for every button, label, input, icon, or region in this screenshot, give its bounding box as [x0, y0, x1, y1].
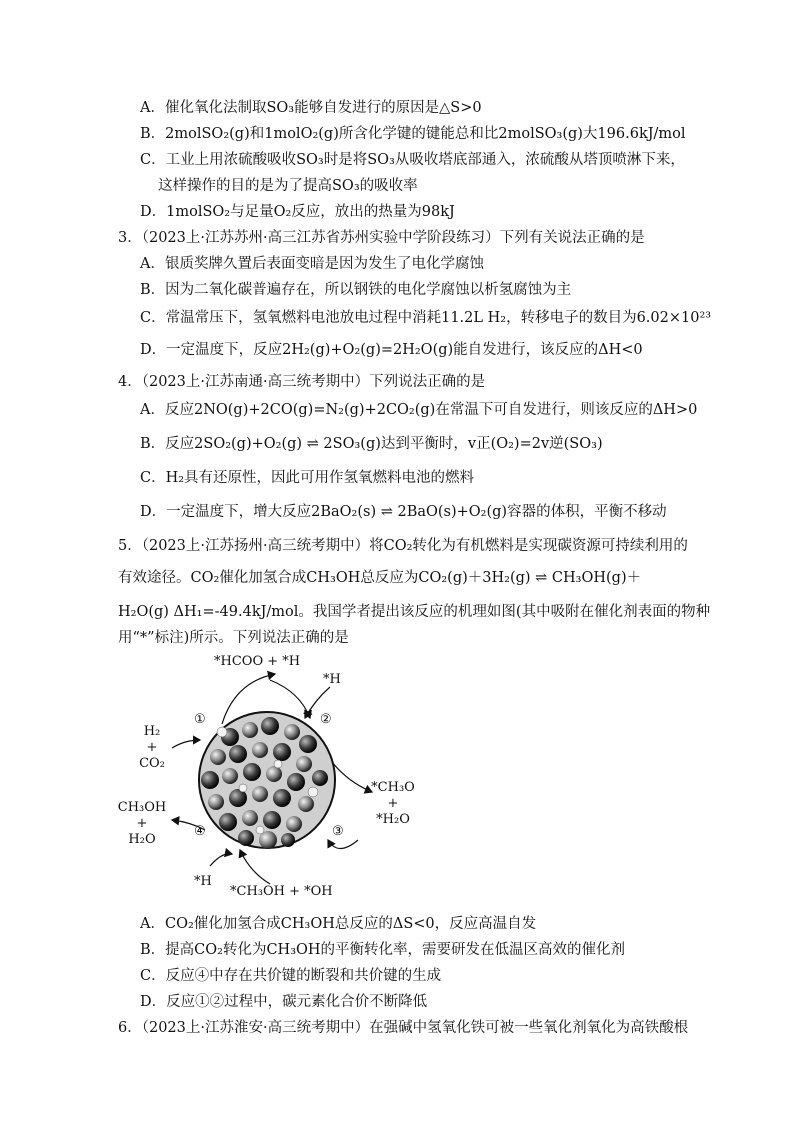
label-step4: ④ [194, 824, 206, 839]
q4-option-a: A．反应2NO(g)+2CO(g)=N₂(g)+2CO₂(g)在常温下可自发进行，则该反应的ΔH>0 [140, 402, 698, 418]
q4-stem: 4．（2023上·江苏南通·高三统考期中）下列说法正确的是 [118, 374, 486, 390]
q3-option-b: B．因为二氧化碳普遍存在，所以钢铁的电化学腐蚀以析氢腐蚀为主 [140, 282, 572, 298]
arrow-h-bottom [210, 854, 232, 866]
label-plus-right: + [387, 796, 399, 811]
q6-stem: 6．（2023上·江苏淮安·高三统考期中）在强碱中氢氧化铁可被一些氧化剂氧化为高铁酸根 [118, 1020, 689, 1036]
q2-option-b: B．2molSO₂(g)和1molO₂(g)所含化学键的键能总和比2molSO₃(g)大196.6kJ/mol [140, 126, 686, 142]
label-plus-products: + [136, 816, 148, 831]
q5-stem-line2: 有效途径。CO₂催化加氢合成CH₃OH总反应为CO₂(g)＋3H₂(g) ⇌ CH₃OH(g)＋ [118, 570, 642, 586]
q4-option-c: C．H₂具有还原性，因此可用作氢氧燃料电池的燃料 [140, 470, 475, 486]
label-h-right: *H [323, 672, 341, 687]
label-plus-left: + [146, 740, 158, 755]
q5-option-b: B．提高CO₂转化为CH₃OH的平衡转化率，需要研发在低温区高效的催化剂 [140, 942, 626, 958]
q3-option-d: D．一定温度下，反应2H₂(g)+O₂(g)=2H₂O(g)能自发进行，该反应的ΔH<0 [140, 342, 643, 358]
q3-option-a: A．银质奖牌久置后表面变暗是因为发生了电化学腐蚀 [140, 256, 484, 272]
q5-stem-line4: 用“*”标注)所示。下列说法正确的是 [118, 630, 349, 646]
mechanism-diagram [110, 652, 440, 902]
label-step2: ② [320, 712, 332, 727]
q3-option-c: C．常温常压下，氢氧燃料电池放电过程中消耗11.2L H₂，转移电子的数目为6.02×10²³ [140, 310, 712, 326]
label-step1-top: ① [194, 712, 206, 727]
mechanism-svg [110, 652, 440, 902]
label-h2o-ads: *H₂O [376, 812, 410, 827]
label-ch3o: *CH₃O [371, 780, 415, 795]
arrow-step3 [328, 840, 358, 849]
q2-option-a: A．催化氧化法制取SO₃能够自发进行的原因是△S>0 [140, 100, 482, 116]
q2-option-d: D．1molSO₂与足量O₂反应，放出的热量为98kJ [140, 204, 455, 220]
q5-stem-line1: 5．（2023上·江苏扬州·高三统考期中）将CO₂转化为有机燃料是实现碳资源可持续利用的 [118, 538, 688, 554]
label-ch3oh: CH₃OH [117, 800, 167, 815]
q2-option-c-line2: 这样操作的目的是为了提高SO₃的吸收率 [158, 178, 418, 194]
q5-option-a: A．CO₂催化加氢合成CH₃OH总反应的ΔS<0，反应高温自发 [140, 916, 537, 932]
q5-option-c: C．反应④中存在共价键的断裂和共价键的生成 [140, 968, 442, 984]
q2-option-c-line1: C．工业上用浓硫酸吸收SO₃时是将SO₃从吸收塔底部通入，浓硫酸从塔顶喷淋下来， [140, 152, 685, 168]
q4-option-b: B．反应2SO₂(g)+O₂(g) ⇌ 2SO₃(g)达到平衡时，v正(O₂)=2v逆(SO₃) [140, 436, 603, 452]
q5-option-d: D．反应①②过程中，碳元素化合价不断降低 [140, 994, 428, 1010]
label-h2: H₂ [143, 724, 161, 739]
q3-stem: 3．（2023上·江苏苏州·高三江苏省苏州实验中学阶段练习）下列有关说法正确的是 [118, 230, 645, 246]
label-ch3oh-oh: *CH₃OH + *OH [230, 884, 333, 899]
label-co2: CO₂ [139, 756, 165, 771]
q4-option-d: D．一定温度下，增大反应2BaO₂(s) ⇌ 2BaO(s)+O₂(g)容器的体积，平衡不移动 [140, 504, 667, 520]
label-step3: ③ [332, 824, 344, 839]
arrow-from-reactants [172, 740, 200, 748]
arrow-to-ch3o [332, 762, 372, 792]
label-h2o-product: H₂O [128, 832, 156, 847]
q5-stem-line3: H₂O(g) ΔH₁=-49.4kJ/mol。我国学者提出该反应的机理如图(其中吸附在催化剂表面的物种 [118, 604, 711, 620]
label-hcoo-h: *HCOO + *H [214, 654, 301, 669]
arrow-step4-in [240, 850, 270, 884]
label-h-bottom: *H [194, 874, 212, 889]
